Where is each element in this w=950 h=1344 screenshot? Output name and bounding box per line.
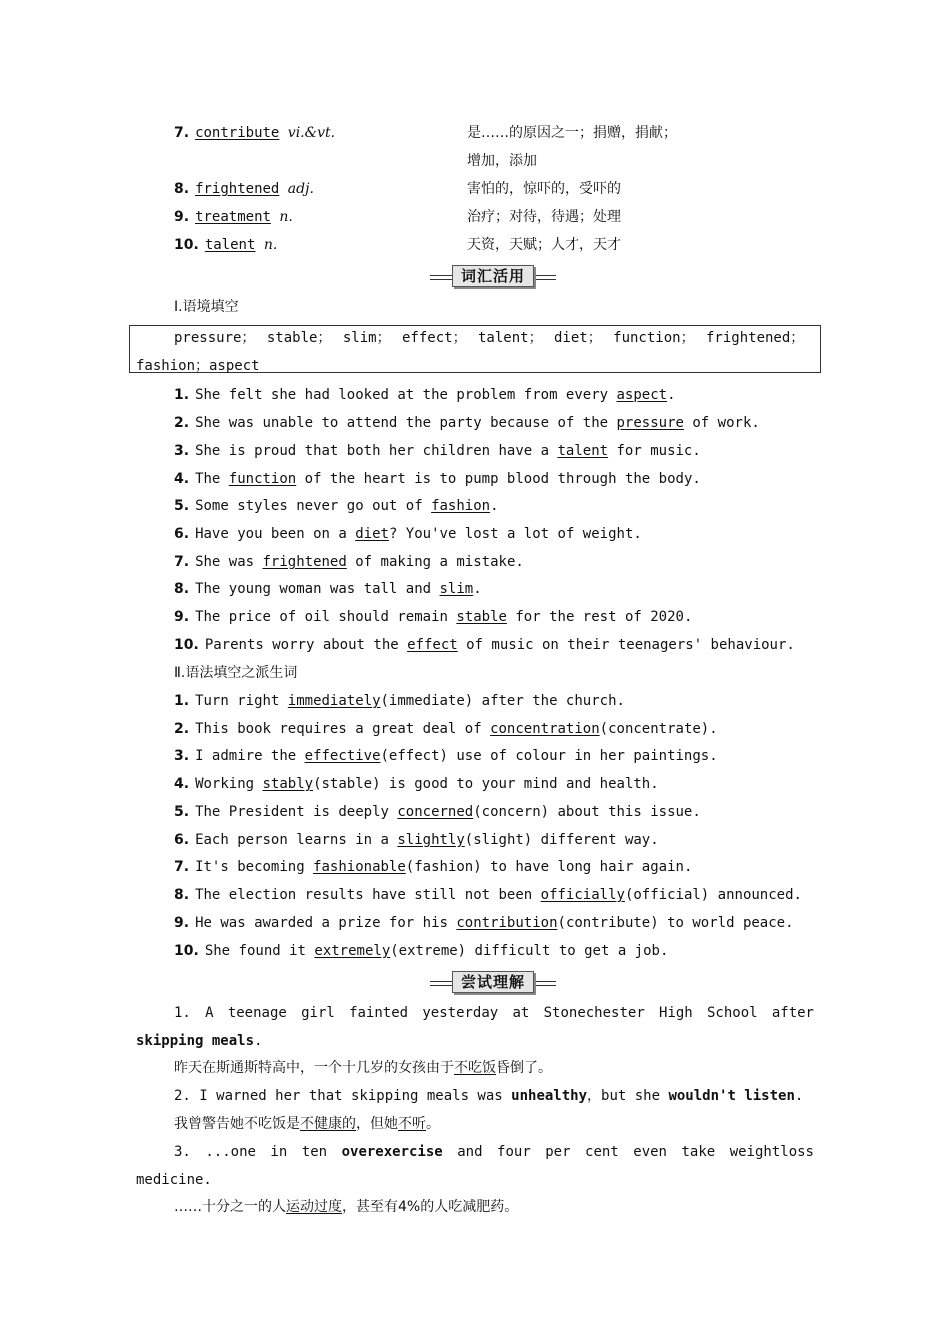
item-text: Turn right (195, 693, 288, 709)
banner-label: 尝试理解 (452, 971, 534, 993)
section-banner-comprehension (430, 971, 556, 993)
exercise-item (174, 914, 794, 932)
item-text: of work. (683, 415, 760, 431)
item-answer: diet (355, 526, 389, 542)
word-bank-line: pressure； stable； slim； effect； talent； diet； function； frightened； (174, 330, 805, 346)
sentence-text: 2. I warned her that skipping meals was (174, 1088, 512, 1104)
item-number: 8. (174, 887, 190, 903)
exercise-item (174, 525, 642, 543)
item-number: 3. (174, 443, 190, 459)
item-number: 8. (174, 581, 190, 597)
exercise-item (174, 442, 701, 460)
exercise-item (174, 803, 701, 821)
sentence-english (174, 1087, 803, 1105)
vocab-number: 9. (174, 209, 190, 225)
item-text: (effect) use of colour in her paintings. (380, 748, 718, 764)
vocab-item (174, 236, 277, 254)
vocab-pos: vi.&vt. (287, 125, 336, 141)
item-text: . (667, 387, 676, 403)
exercise-item (174, 636, 795, 654)
item-text: Some styles never go out of (195, 498, 432, 514)
item-text: The President is deeply (195, 804, 398, 820)
vocab-item (174, 180, 314, 198)
item-number: 3. (174, 748, 190, 764)
item-text: It's becoming (195, 859, 314, 875)
vocab-word: treatment (195, 209, 271, 225)
item-text: She is proud that both her children have a (195, 443, 558, 459)
key-phrase: overexercise (341, 1144, 443, 1160)
item-answer: function (228, 471, 297, 487)
vocab-pos: n. (279, 209, 293, 225)
item-text: The price of oil should remain (195, 609, 457, 625)
part-title-derivatives: Ⅱ.语法填空之派生词 (174, 665, 298, 681)
item-number: 6. (174, 526, 190, 542)
exercise-item (174, 692, 625, 710)
item-text: . (473, 581, 482, 597)
sentence-chinese (174, 1115, 440, 1133)
item-number: 5. (174, 498, 190, 514)
sentence-text: 昨天在斯通斯特高中，一个十几岁的女孩由于 (174, 1060, 454, 1076)
item-text: of the heart is to pump blood through the body. (296, 471, 701, 487)
item-answer: effect (407, 637, 458, 653)
exercise-item (174, 553, 524, 571)
exercise-item (174, 608, 692, 626)
item-answer: aspect (616, 387, 668, 403)
item-number: 4. (174, 471, 190, 487)
exercise-item (174, 942, 668, 960)
sentence-text: and four per cent even take weightloss (442, 1144, 814, 1160)
vocab-pos: n. (263, 237, 278, 253)
vocab-number: 10. (174, 237, 199, 253)
item-text: (stable) is good to your mind and health. (313, 776, 659, 792)
key-phrase: unhealthy (511, 1088, 588, 1104)
item-number: 4. (174, 776, 190, 792)
key-phrase-translation: 不健康的 (300, 1116, 356, 1132)
item-number: 1. (174, 387, 190, 403)
sentence-chinese (174, 1198, 518, 1216)
item-number: 5. (174, 804, 190, 820)
item-answer: immediately (287, 693, 381, 709)
item-text: She felt she had looked at the problem from every (195, 387, 617, 403)
sentence-text: 3. ...one in ten (174, 1144, 342, 1160)
exercise-item (174, 886, 802, 904)
sentence-chinese (174, 1059, 552, 1077)
item-text: Have you been on a (195, 526, 356, 542)
item-number: 10. (174, 637, 199, 653)
item-text: (immediate) after the church. (380, 693, 625, 709)
vocab-number: 8. (174, 181, 190, 197)
item-text: (fashion) to have long hair again. (405, 859, 693, 875)
item-text: (slight) different way. (464, 832, 659, 848)
vocab-meaning: 害怕的，惊吓的，受吓的 (467, 181, 621, 197)
sentence-english-continued: medicine. (136, 1172, 212, 1188)
item-number: 7. (174, 554, 190, 570)
vocab-item (174, 208, 293, 226)
sentence-english-continued (136, 1032, 262, 1050)
vocab-item (174, 124, 335, 142)
item-text: Parents worry about the (204, 637, 408, 653)
key-phrase-translation: 不吃饭 (454, 1060, 496, 1076)
item-text: (concern) about this issue. (473, 804, 701, 820)
item-text: This book requires a great deal of (195, 721, 491, 737)
exercise-item (174, 775, 659, 793)
item-text: of music on their teenagers' behaviour. (457, 637, 795, 653)
sentence-end: 。 (426, 1116, 440, 1132)
exercise-item (174, 470, 701, 488)
key-phrase: skipping meals (136, 1033, 255, 1049)
item-text: She was (195, 554, 263, 570)
vocab-meaning: 天资，天赋；人才，天才 (467, 237, 621, 253)
sentence-text: 我曾警告她不吃饭是 (174, 1116, 300, 1132)
item-text: He was awarded a prize for his (195, 915, 457, 931)
item-answer: stable (456, 609, 507, 625)
item-text: . (490, 498, 499, 514)
item-text: ? You've lost a lot of weight. (388, 526, 642, 542)
sentence-text: ，but she (587, 1088, 669, 1104)
item-text: (concentrate). (599, 721, 718, 737)
item-text: The (195, 471, 229, 487)
item-answer: officially (540, 887, 625, 903)
part-title-context-fill: Ⅰ.语境填空 (174, 299, 239, 315)
item-text: of making a mistake. (346, 554, 524, 570)
exercise-item (174, 580, 482, 598)
item-text: Working (195, 776, 263, 792)
exercise-item (174, 497, 499, 515)
vocab-meaning: 治疗；对待，待遇；处理 (467, 209, 621, 225)
vocab-pos: adj. (287, 181, 314, 197)
item-text: for music. (608, 443, 701, 459)
item-text: The election results have still not been (195, 887, 541, 903)
sentence-end: . (794, 1088, 804, 1104)
word-bank-box (129, 325, 821, 373)
sentence-text: ，甚至有4%的人吃减肥药。 (342, 1199, 519, 1215)
item-text: for the rest of 2020. (506, 609, 693, 625)
item-number: 9. (174, 915, 190, 931)
item-answer: extremely (314, 943, 391, 959)
item-answer: pressure (616, 415, 684, 431)
exercise-item (174, 414, 760, 432)
vocab-meaning-continued: 增加，添加 (467, 153, 537, 169)
item-answer: talent (557, 443, 609, 459)
item-answer: concerned (397, 804, 474, 820)
key-phrase-translation: 不听 (398, 1116, 426, 1132)
item-answer: effective (304, 748, 381, 764)
item-answer: fashion (431, 498, 491, 514)
item-answer: slightly (397, 832, 465, 848)
vocab-word: frightened (195, 181, 280, 197)
item-answer: frightened (262, 554, 347, 570)
key-phrase: wouldn't listen (668, 1088, 795, 1104)
item-answer: slim (439, 581, 474, 597)
item-number: 9. (174, 609, 190, 625)
vocab-meaning: 是……的原因之一；捐赠，捐献； (467, 125, 677, 141)
exercise-item (174, 858, 692, 876)
item-text: I admire the (195, 748, 305, 764)
item-text: (extreme) difficult to get a job. (390, 943, 669, 959)
item-text: (contribute) to world peace. (557, 915, 794, 931)
item-answer: stably (262, 776, 314, 792)
item-text: She found it (204, 943, 315, 959)
item-answer: fashionable (313, 859, 406, 875)
item-answer: contribution (456, 915, 558, 931)
sentence-english: 1. A teenage girl fainted yesterday at Stonechester High School after (174, 1005, 814, 1021)
item-number: 2. (174, 721, 190, 737)
vocab-number: 7. (174, 125, 190, 141)
sentence-text: ，但她 (356, 1116, 398, 1132)
item-number: 10. (174, 943, 199, 959)
word-bank-line: fashion；aspect (136, 358, 260, 374)
item-text: She was unable to attend the party because of the (195, 415, 617, 431)
vocab-word: talent (204, 237, 256, 253)
item-text: (official) announced. (624, 887, 802, 903)
item-answer: concentration (490, 721, 600, 737)
item-number: 7. (174, 859, 190, 875)
item-text: The young woman was tall and (195, 581, 440, 597)
sentence-end: . (254, 1033, 263, 1049)
exercise-item (174, 386, 676, 404)
sentence-text: ……十分之一的人 (174, 1199, 286, 1215)
section-banner-vocabulary (430, 265, 556, 287)
exercise-item (174, 831, 659, 849)
item-number: 1. (174, 693, 190, 709)
item-number: 2. (174, 415, 190, 431)
key-phrase-translation: 运动过度 (286, 1199, 342, 1215)
vocab-word: contribute (195, 125, 280, 141)
banner-label: 词汇活用 (452, 265, 534, 287)
sentence-text: 昏倒了。 (496, 1060, 552, 1076)
item-number: 6. (174, 832, 190, 848)
exercise-item (174, 720, 718, 738)
item-text: Each person learns in a (195, 832, 398, 848)
exercise-item (174, 747, 718, 765)
sentence-english (174, 1143, 814, 1161)
